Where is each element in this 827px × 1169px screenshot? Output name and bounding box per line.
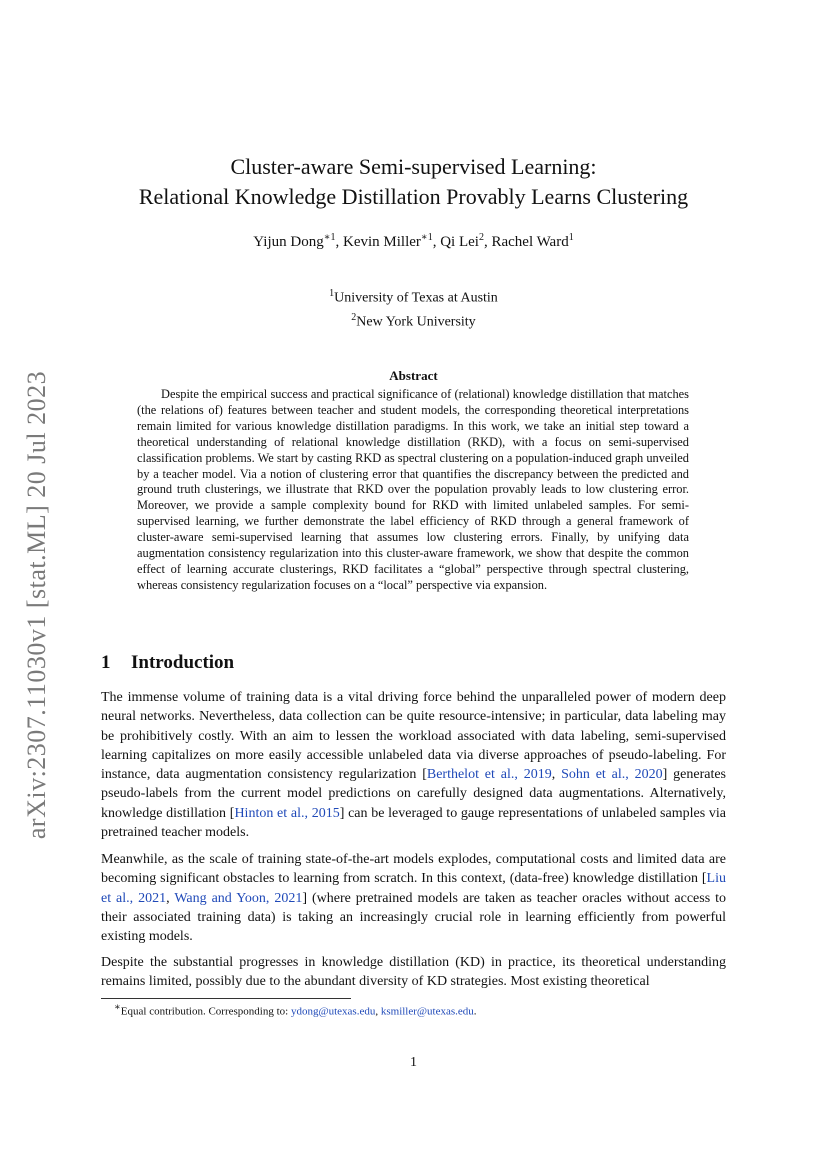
paragraph: Despite the substantial progresses in knowledge distillation (KD) in practice, its theoretical understanding remains limited, possibly due to the abundant diversity of KD strategies. Most existing theoretical bbox=[101, 955, 726, 990]
affiliation-mark: 2 bbox=[351, 311, 357, 323]
paragraph bbox=[101, 688, 726, 842]
section-title: Introduction bbox=[131, 652, 235, 673]
paragraph-text: ] generates pseudo-labels from the current model predictions on carefully designed data augmentations. Alternatively, knowledge distillation [ bbox=[101, 767, 726, 821]
footnote bbox=[114, 1002, 477, 1018]
author-mark: ∗1 bbox=[420, 232, 433, 243]
author-name: Rachel Ward bbox=[491, 234, 569, 250]
section-heading bbox=[101, 652, 234, 674]
affiliation-name: University of Texas at Austin bbox=[334, 290, 498, 306]
email-link[interactable]: ydong@utexas.edu bbox=[290, 1005, 376, 1018]
paragraph-text: ] can be leveraged to gauge representations of unlabeled samples via pretrained teacher models. bbox=[101, 805, 726, 841]
title-line-1: Cluster-aware Semi-supervised Learning: bbox=[230, 154, 597, 179]
paragraph-text: The immense volume of training data is a vital driving force behind the unparalleled power of modern deep neural networks. Nevertheless, data collection can be quite resource-intensive; in particular, data labeling may be prohibitively costly. With an aim to lessen the workload associated with data labeling, semi-supervised learning capitalizes on more easily accessible unlabeled data via diverse approaches of pseudo-labeling. For instance, data augmentation consistency regularization [ bbox=[101, 690, 726, 783]
footnote-mark: ∗ bbox=[114, 1002, 121, 1013]
footnote-divider bbox=[101, 998, 351, 999]
citation-link[interactable]: Sohn et al., 2020 bbox=[561, 767, 663, 783]
footnote-text: Equal contribution. Corresponding to: bbox=[120, 1005, 291, 1018]
arxiv-identifier-stamp bbox=[6, 335, 68, 875]
footnote-text: , bbox=[375, 1005, 381, 1018]
affiliation-list bbox=[0, 284, 827, 331]
title-line-2: Relational Knowledge Distillation Provably Learns Clustering bbox=[138, 184, 689, 209]
affiliation-mark: 1 bbox=[329, 288, 335, 299]
citation-link[interactable]: Liu et al., 2021 bbox=[101, 871, 726, 906]
section-number: 1 bbox=[101, 652, 111, 673]
affiliation-item bbox=[0, 308, 827, 332]
paragraph-text: ] (where pretrained models are taken as teacher oracles without access to their associated training data) is taking an increasingly crucial role in learning efficiently from powerful existing models. bbox=[101, 890, 727, 945]
author-mark: 1 bbox=[568, 232, 574, 243]
author-mark: 2 bbox=[478, 232, 484, 243]
author-name: Yijun Dong bbox=[253, 234, 324, 250]
affiliation-item bbox=[0, 284, 827, 308]
author-mark: ∗1 bbox=[323, 232, 336, 243]
paragraph-text: , bbox=[166, 890, 175, 906]
citation-link[interactable]: Wang and Yoon, 2021 bbox=[174, 890, 303, 906]
paragraph-text: Meanwhile, as the scale of training state-of-the-art models explodes, computational costs and limited data are becoming significant obstacles to learning from scratch. In this context, (data-free) knowledge distillation [ bbox=[101, 852, 726, 887]
affiliation-name: New York University bbox=[356, 314, 476, 330]
author-name: Qi Lei bbox=[440, 234, 479, 250]
page-number: 1 bbox=[410, 1055, 417, 1070]
paragraph bbox=[101, 850, 726, 946]
author-list: Yijun Dong$^{∗1}$, Kevin Miller$^{∗1}$, Qi Lei$^2$, Rachel Ward$^1$ bbox=[253, 232, 574, 250]
abstract-heading: Abstract bbox=[389, 368, 438, 383]
arxiv-identifier-text: arXiv:2307.11030v1 [stat.ML] 20 Jul 2023 bbox=[22, 370, 52, 840]
abstract-body: Despite the empirical success and practical significance of (relational) knowledge distillation that matches (the relations of) features between teacher and student models, the corresponding theoretical interpretations remain limited for various knowledge distillation paradigms. In this work, we take an initial step toward a theoretical understanding of relational knowledge distillation (RKD), with a focus on semi-supervised classification problems. We start by casting RKD as spectral clustering on a population-induced graph unveiled by a teacher model. Via a notion of clustering error that quantifies the discrepancy between the predicted and ground truth clusterings, we illustrate that RKD over the population provably leads to low clustering error. Moreover, we provide a sample complexity bound for RKD with limited unlabeled samples. For semi-supervised learning, we further demonstrate the label efficiency of RKD through a general framework of cluster-aware semi-supervised learning that assumes low clustering errors. Finally, by unifying data augmentation consistency regularization into this cluster-aware framework, we show that despite the common effect of learning accurate clusterings, RKD facilitates a “global” perspective through spectral clustering, whereas consistency regularization focuses on a “local” perspective via expansion. bbox=[137, 387, 689, 592]
citation-link[interactable]: Hinton et al., 2015 bbox=[234, 805, 340, 821]
footnote-text: . bbox=[473, 1005, 477, 1018]
paper-title bbox=[0, 152, 827, 212]
email-link[interactable]: ksmiller@utexas.edu bbox=[380, 1005, 474, 1018]
paragraph-text: , bbox=[551, 767, 562, 783]
author-name: Kevin Miller bbox=[343, 234, 421, 250]
citation-link[interactable]: Berthelot et al., 2019 bbox=[426, 767, 552, 783]
